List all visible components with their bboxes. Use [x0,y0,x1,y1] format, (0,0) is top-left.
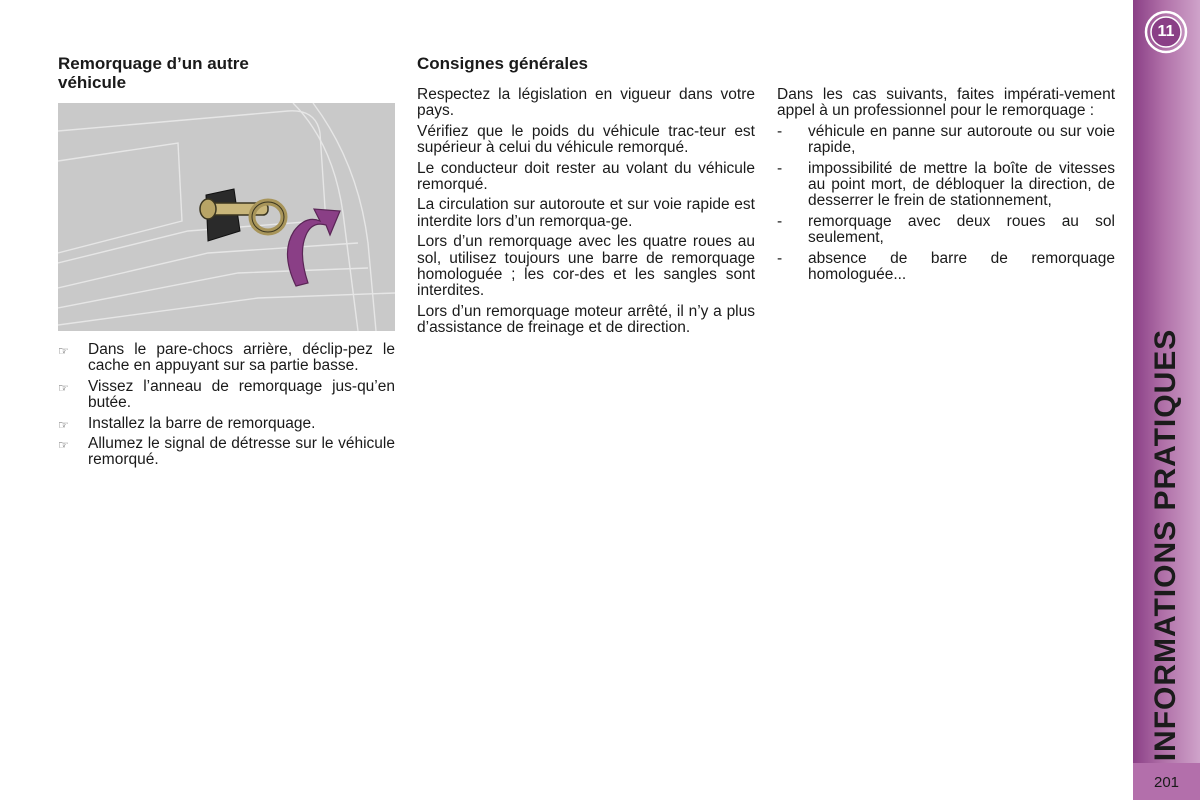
step-text: Dans le pare-chocs arrière, déclip-pez le cache en appuyant sur sa partie basse. [88,341,395,375]
list-item [777,161,1115,210]
paragraph: Vérifiez que le poids du véhicule trac-teur est supérieur à celui du véhicule remorqué. [417,122,755,157]
list-item [777,251,1115,284]
section-heading-general: Consignes générales [417,54,589,73]
paragraph: Lors d’un remorquage moteur arrêté, il n’y a plus d’assistance de freinage et de direction. [417,302,755,337]
step-text: Installez la barre de remorquage. [88,414,316,432]
towing-eye-illustration [58,103,395,331]
instruction-steps [58,342,395,473]
list-item-text: véhicule en panne sur autoroute ou sur voie rapide, [808,122,1115,157]
intro-paragraph: Dans les cas suivants, faites impérati-vement appel à un professionnel pour le remorquage : [777,86,1115,120]
list-item-text: remorquage avec deux roues au sol seulement, [808,212,1115,247]
step-item [58,342,395,375]
general-instructions [417,87,755,341]
chapter-number: 11 [1157,23,1175,40]
step-text: Vissez l’anneau de remorquage jus-qu’en butée. [88,377,395,412]
list-item [777,214,1115,247]
dash-bullet: - [777,212,783,230]
bumper-drawing [58,103,395,331]
page-number-box [1133,763,1200,800]
step-item [58,379,395,412]
section-heading-towing [58,54,249,92]
heading-line-2: véhicule [58,73,127,92]
step-text: Allumez le signal de détresse sur le véhicule remorqué. [88,435,395,469]
dash-bullet: - [777,122,783,140]
paragraph: Respectez la législation en vigueur dans votre pays. [417,86,755,120]
list-item-text: impossibilité de mettre la boîte de vitesses au point mort, de débloquer la direction, de desserrer le frein de stationnement, [808,159,1115,210]
step-item [58,436,395,469]
pointing-hand-icon: ☞ [58,380,69,395]
cases-list [777,124,1115,284]
list-item [777,124,1115,157]
chapter-side-tab [1133,0,1200,800]
paragraph: Le conducteur doit rester au volant du véhicule remorqué. [417,159,755,194]
pointing-hand-icon: ☞ [58,417,69,432]
pointing-hand-icon: ☞ [58,344,69,358]
dash-bullet: - [777,249,783,267]
step-item [58,416,395,432]
pointing-hand-icon: ☞ [58,438,69,453]
dash-bullet: - [777,159,783,177]
chapter-circle-icon [1144,10,1188,54]
paragraph: Lors d’un remorquage avec les quatre roues au sol, utilisez toujours une barre de remorquage homologuée ; les cor-des et les sangles sont interdites. [417,233,755,300]
page-number: 201 [1153,774,1180,791]
professional-towing-cases [777,87,1115,287]
heading-line-1: Remorquage d’un autre [58,54,249,73]
paragraph: La circulation sur autoroute et sur voie rapide est interdite lors d’un remorqua-ge. [417,196,755,230]
list-item-text: absence de barre de remorquage homologuée... [808,249,1115,284]
chapter-title: INFORMATIONS PRATIQUES [1149,328,1182,762]
